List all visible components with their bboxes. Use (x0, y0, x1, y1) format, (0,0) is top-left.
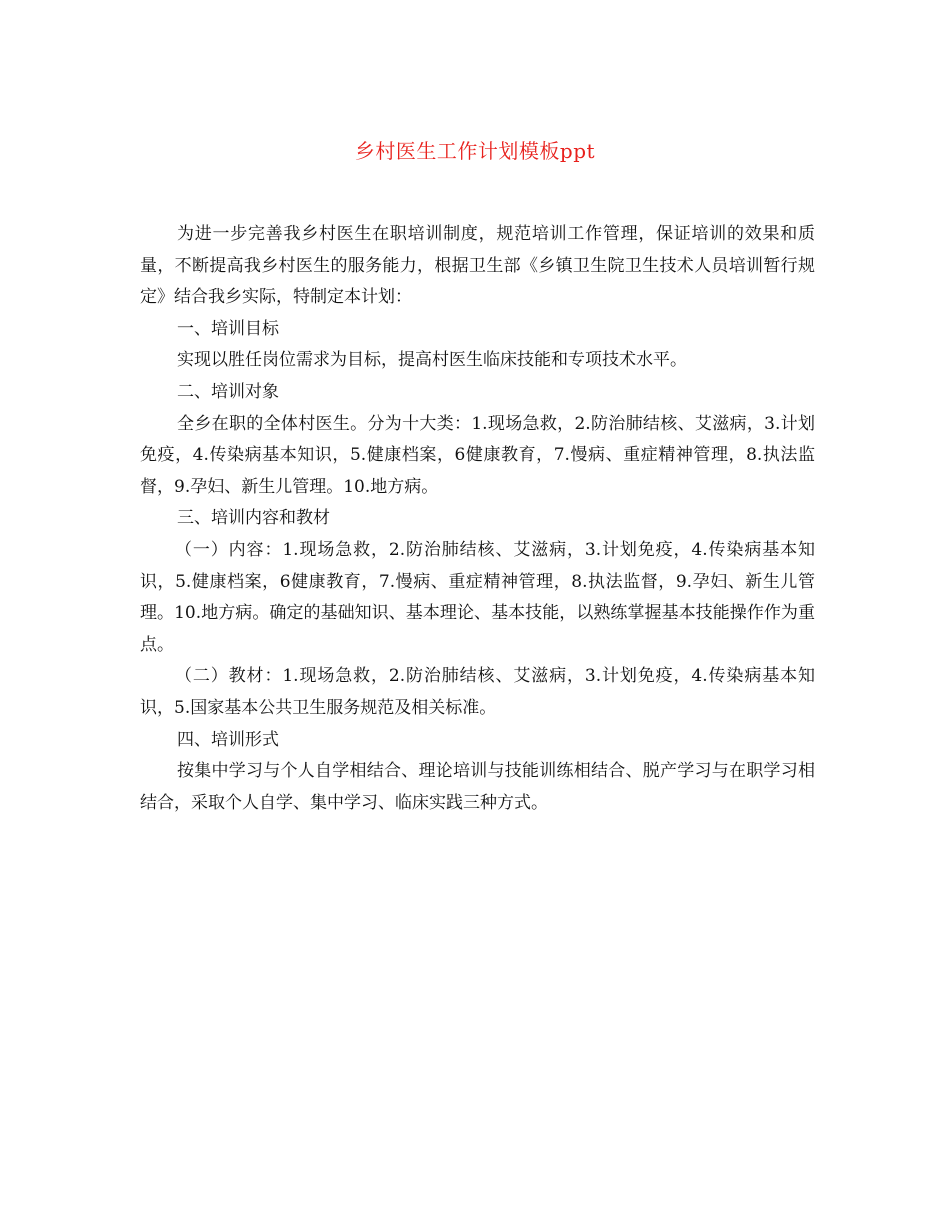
section-heading-goal: 一、培训目标 (177, 318, 279, 339)
section-heading-content: 三、培训内容和教材 (177, 508, 330, 529)
materials-paragraph: （二）教材：1.现场急救，2.防治肺结核、艾滋病，3.计划免疫，4.传染病基本知识，5.国家基本公共卫生服务规范及相关标准。 (140, 666, 815, 718)
intro-paragraph: 为进一步完善我乡村医生在职培训制度，规范培训工作管理，保证培训的效果和质量，不断提高我乡村医生的服务能力，根据卫生部《乡镇卫生院卫生技术人员培训暂行规定》结合我乡实际，特制定本计划： (140, 224, 815, 308)
content-paragraph: （一）内容：1.现场急救，2.防治肺结核、艾滋病，3.计划免疫，4.传染病基本知识，5.健康档案，6健康教育，7.慢病、重症精神管理，8.执法监督，9.孕妇、新生儿管理。10.地方病。确定的基础知识、基本理论、基本技能，以熟练掌握基本技能操作作为重点。 (140, 539, 815, 655)
target-paragraph: 全乡在职的全体村医生。分为十大类：1.现场急救，2.防治肺结核、艾滋病，3.计划免疫，4.传染病基本知识，5.健康档案，6健康教育，7.慢病、重症精神管理，8.执法监督，9.孕妇、新生儿管理。10.地方病。 (140, 413, 815, 497)
section-heading-target: 二、培训对象 (177, 381, 279, 402)
section-heading-form: 四、培训形式 (177, 729, 279, 750)
goal-paragraph: 实现以胜任岗位需求为目标，提高村医生临床技能和专项技术水平。 (177, 350, 687, 371)
document-title: 乡村医生工作计划模板ppt (354, 139, 596, 163)
document-body (140, 219, 815, 819)
form-paragraph: 按集中学习与个人自学相结合、理论培训与技能训练相结合、脱产学习与在职学习相结合，采取个人自学、集中学习、临床实践三种方式。 (140, 761, 815, 813)
